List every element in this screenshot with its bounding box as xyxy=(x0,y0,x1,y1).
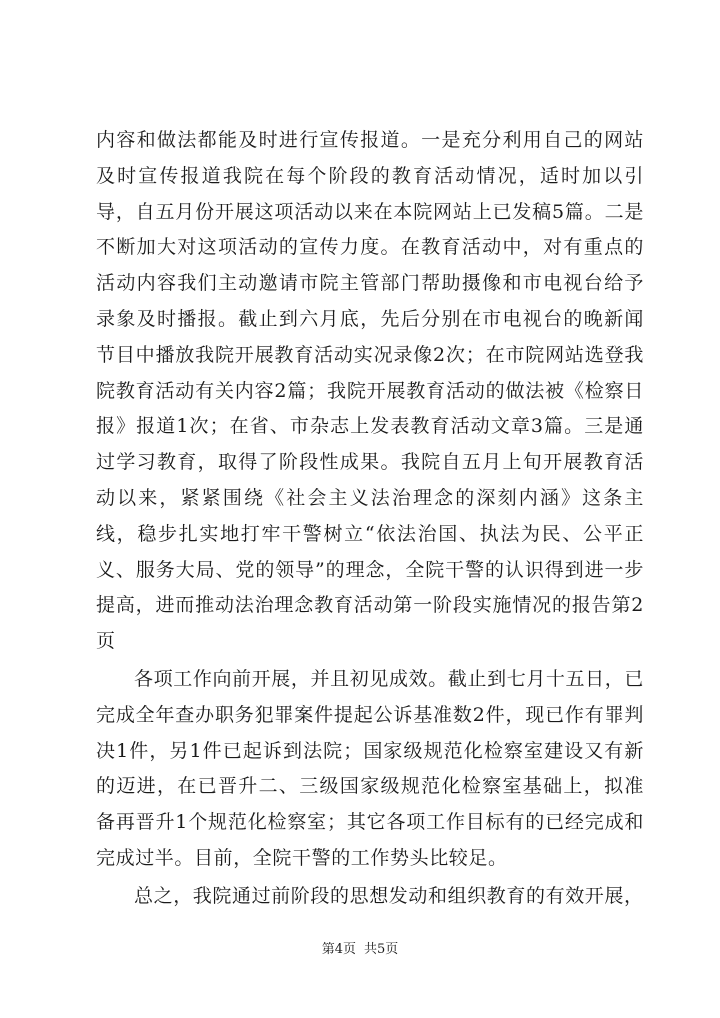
page-number: 第4页 xyxy=(321,942,356,957)
page-footer xyxy=(0,938,720,957)
document-body xyxy=(96,123,644,915)
paragraph-1: 内容和做法都能及时进行宣传报道。一是充分利用自己的网站及时宣传报道我院在每个阶段的教育活动情况，适时加以引导，自五月份开展这项活动以来在本院网站上已发稿5篇。二是不断加大对这项活动的宣传力度。在教育活动中，对有重点的活动内容我们主动邀请市院主管部门帮助摄像和市电视台给予录象及时播报。截止到六月底，先后分别在市电视台的晚新闻节目中播放我院开展教育活动实况录像2次；在市院网站选登我院教育活动有关内容2篇；我院开展教育活动的做法被《检察日报》报道1次；在省、市杂志上发表教育活动文章3篇。三是通过学习教育，取得了阶段性成果。我院自五月上旬开展教育活动以来，紧紧围绕《社会主义法治理念的深刻内涵》这条主线，稳步扎实地打牢干警树立“依法治国、执法为民、公平正义、服务大局、党的领导”的理念，全院干警的认识得到进一步提高，进而推动法治理念教育活动第一阶段实施情况的报告第2页 xyxy=(96,129,644,653)
page-total: 共5页 xyxy=(364,942,399,957)
paragraph-3: 总之，我院通过前阶段的思想发动和组织教育的有效开展， xyxy=(134,884,644,907)
paragraph-2: 各项工作向前开展，并且初见成效。截止到七月十五日，已完成全年查办职务犯罪案件提起公诉基准数2件，现已作有罪判决1件，另1件已起诉到法院；国家级规范化检察室建设又有新的迈进，在已晋升二、三级国家级规范化检察室基础上，拟准备再晋升1个规范化检察室；其它各项工作目标有的已经完成和完成过半。目前，全院干警的工作势头比较足。 xyxy=(96,667,644,869)
